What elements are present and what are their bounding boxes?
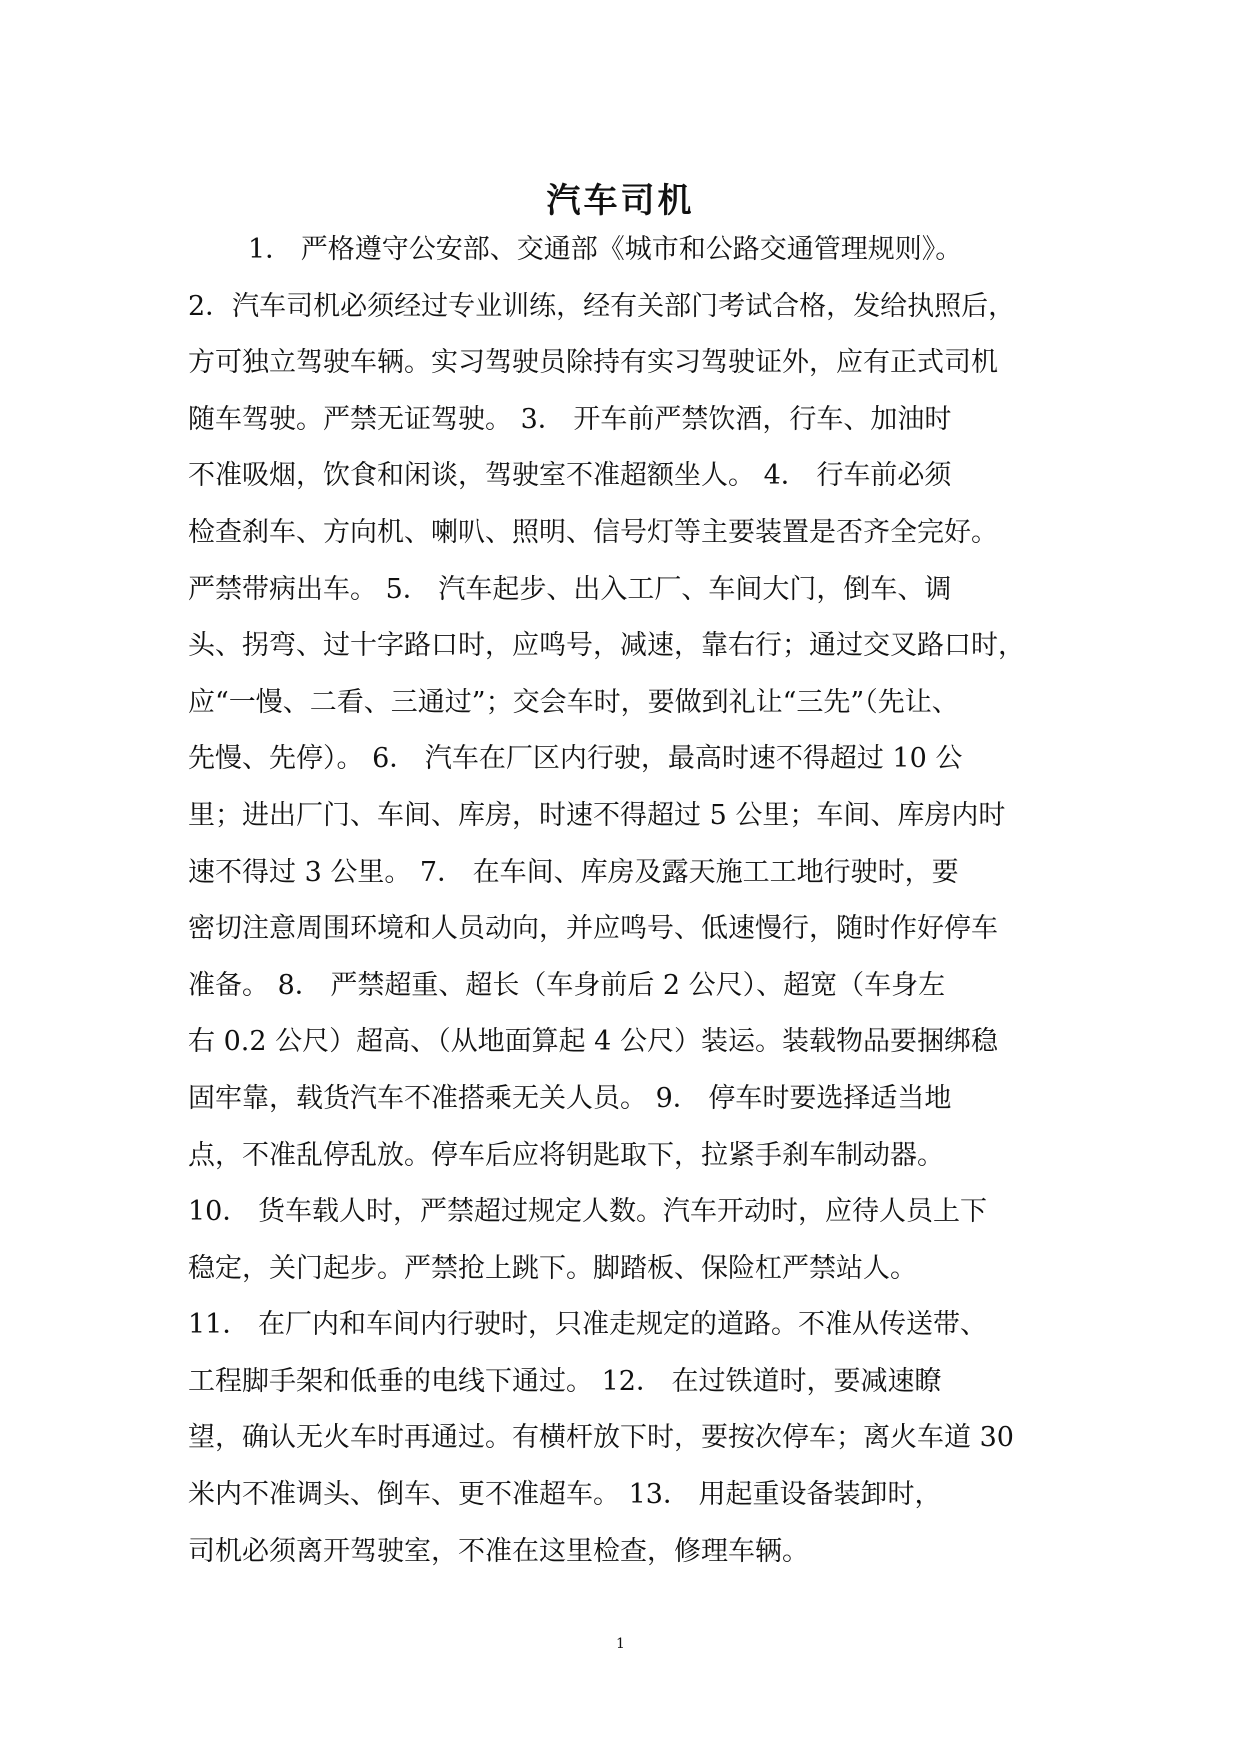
text-line: 里；进出厂门、车间、库房，时速不得超过 5 公里；车间、库房内时 <box>188 799 1006 831</box>
text-line: 检查刹车、方向机、喇叭、照明、信号灯等主要装置是否齐全完好。 <box>188 516 998 548</box>
text-line: 1． 严格遵守公安部、交通部《城市和公路交通管理规则》。 <box>248 234 963 265</box>
document-body <box>188 222 1068 1580</box>
page-number: 1 <box>616 1636 625 1652</box>
text-line: 方可独立驾驶车辆。实习驾驶员除持有实习驾驶证外，应有正式司机 <box>188 347 998 379</box>
text-line: 不准吸烟，饮食和闲谈，驾驶室不准超额坐人。 4． 行车前必须 <box>188 460 952 492</box>
text-line: 密切注意周围环境和人员动向，并应鸣号、低速慢行，随时作好停车 <box>188 913 998 945</box>
text-line: 望，确认无火车时再通过。有横杆放下时，要按次停车；离火车道 30 <box>188 1422 1014 1454</box>
text-line: 10． 货车载人时，严禁超过规定人数。汽车开动时，应待人员上下 <box>188 1196 987 1228</box>
text-line: 右 0.2 公尺）超高、（从地面算起 4 公尺）装运。装载物品要捆绑稳 <box>188 1026 998 1058</box>
text-line: 米内不准调头、倒车、更不准超车。 13． 用起重设备装卸时， <box>188 1479 942 1511</box>
text-line: 稳定，关门起步。严禁抢上跳下。脚踏板、保险杠严禁站人。 <box>188 1252 917 1284</box>
text-line: 工程脚手架和低垂的电线下通过。 12． 在过铁道时，要减速瞭 <box>188 1365 942 1397</box>
text-line: 严禁带病出车。 5． 汽车起步、出入工厂、车间大门，倒车、调 <box>188 573 952 605</box>
text-line: 应“一慢、二看、三通过”；交会车时，要做到礼让“三先”（先让、 <box>188 686 959 718</box>
text-line: 先慢、先停）。 6． 汽车在厂区内行驶，最高时速不得超过 10 公 <box>188 743 963 775</box>
text-line: 点，不准乱停乱放。停车后应将钥匙取下，拉紧手刹车制动器。 <box>188 1139 944 1171</box>
text-line: 司机必须离开驾驶室，不准在这里检查，修理车辆。 <box>188 1535 809 1567</box>
text-line: 固牢靠，载货汽车不准搭乘无关人员。 9． 停车时要选择适当地 <box>188 1082 952 1114</box>
page-title: 汽车司机 <box>546 180 695 221</box>
text-line: 准备。 8． 严禁超重、超长（车身前后 2 公尺）、超宽（车身左 <box>188 969 946 1001</box>
text-line: 2．汽车司机必须经过专业训练，经有关部门考试合格，发给执照后， <box>188 290 1016 322</box>
text-line: 速不得过 3 公里。 7． 在车间、库房及露天施工工地行驶时，要 <box>188 856 959 888</box>
text-line: 随车驾驶。严禁无证驾驶。 3． 开车前严禁饮酒，行车、加油时 <box>188 403 952 435</box>
text-line: 头、拐弯、过十字路口时，应鸣号，减速，靠右行；通过交叉路口时， <box>188 630 1025 662</box>
text-line: 11． 在厂内和车间内行驶时，只准走规定的道路。不准从传送带、 <box>188 1309 987 1341</box>
